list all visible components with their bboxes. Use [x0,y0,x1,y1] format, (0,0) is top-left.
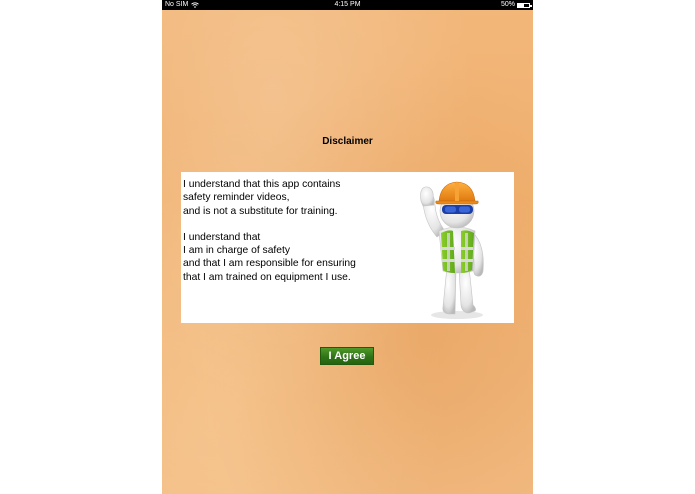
disclaimer-line: that I am trained on equipment I use. [183,271,351,283]
battery-fill [518,4,524,7]
disclaimer-line: I understand that this app contains [183,179,341,190]
battery-percent: 50% [500,1,515,8]
disclaimer-card [181,172,514,323]
status-time: 4:15 PM [334,1,361,8]
disclaimer-line: I understand that [183,231,261,243]
status-right [501,0,530,10]
battery-icon [517,3,530,8]
disclaimer-line: I am in charge of safety [183,245,291,257]
safety-worker-illustration [399,175,509,320]
disclaimer-line: and is not a substitute for training. [183,205,338,217]
status-bar [162,0,533,10]
disclaimer-text [183,178,393,284]
disclaimer-line: and that I am responsible for ensuring [183,258,356,270]
paragraph-gap [183,218,393,231]
disclaimer-title: Disclaimer [322,136,373,147]
disclaimer-line: safety reminder videos, [183,192,290,204]
app-screen [162,0,533,494]
agree-button[interactable]: I Agree [320,347,374,365]
carrier-label: No SIM [165,1,189,8]
